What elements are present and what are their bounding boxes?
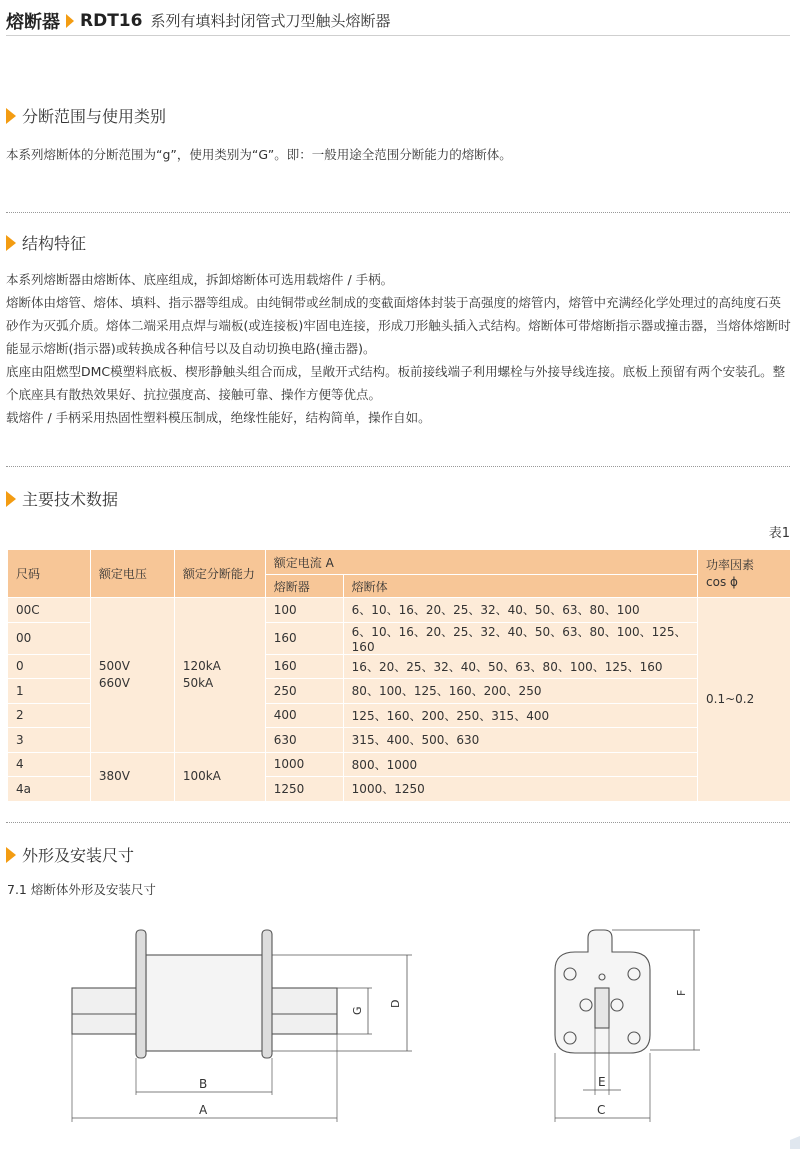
fuse-base-front-view xyxy=(555,930,700,1122)
section-title-dimensions: 外形及安装尺寸 xyxy=(6,843,134,866)
section-text-breaking-range: 本系列熔断体的分断范围为“g”，使用类别为“G”。即：一般用途全范围分断能力的熔断体。 xyxy=(6,147,512,162)
col-header-fuse-base: 熔断器 xyxy=(265,575,343,598)
dim-label-A: A xyxy=(199,1103,208,1117)
fuse-dimension-drawing xyxy=(0,900,800,1149)
table-row: 00 160 6、10、16、20、25、32、40、50、63、80、100、125、160 xyxy=(8,622,791,654)
col-header-power-factor: 功率因素 cos ϕ xyxy=(698,550,791,598)
dim-label-E: E xyxy=(598,1075,606,1089)
dimensions-caption: 7.1 熔断体外形及安装尺寸 xyxy=(7,882,156,897)
power-factor-value: 0.1~0.2 xyxy=(698,598,791,802)
dim-label-C: C xyxy=(597,1103,606,1117)
section-arrow-icon xyxy=(6,108,16,124)
structure-line-1: 本系列熔断器由熔断体、底座组成，拆卸熔断体可选用载熔件 / 手柄。 xyxy=(6,272,394,287)
voltage-group-1: 500V 660V xyxy=(90,598,174,753)
section-arrow-icon xyxy=(6,235,16,251)
fuse-end-plate-left xyxy=(136,930,146,1058)
fuse-body xyxy=(146,955,266,1051)
spec-table xyxy=(7,549,791,802)
dim-label-D: D xyxy=(389,999,402,1008)
structure-line-3: 底座由阻燃型DMC模塑料底板、楔形静触头组合而成，呈敞开式结构。板前接线端子利用螺栓与外接导线连接。底板上预留有两个安装孔。整个底座具有散热效果好、抗拉强度高、接触可靠、操作方便等优点。 xyxy=(6,364,786,402)
page-subtitle: 系列有填料封闭管式刀型触头熔断器 xyxy=(150,12,391,30)
col-header-size: 尺码 xyxy=(8,550,91,598)
table-row: 3 630 315、400、500、630 xyxy=(8,728,791,753)
model-name: RDT16 xyxy=(80,10,143,31)
divider xyxy=(6,466,790,467)
table-row: 4a 1250 1000、1250 xyxy=(8,777,791,802)
header-arrow-icon xyxy=(66,14,74,28)
table-row: 1 250 80、100、125、160、200、250 xyxy=(8,679,791,704)
section-title-tech-data: 主要技术数据 xyxy=(6,487,118,510)
breaking-group-1: 120kA 50kA xyxy=(174,598,265,753)
corner-decoration xyxy=(790,1136,800,1149)
section-title-structure: 结构特征 xyxy=(6,231,86,254)
section-title-breaking-range: 分断范围与使用类别 xyxy=(6,104,166,127)
col-header-breaking: 额定分断能力 xyxy=(174,550,265,598)
section-text-structure xyxy=(6,268,792,429)
brand-title: 熔断器 xyxy=(6,11,60,33)
dim-label-G: G xyxy=(351,1006,364,1015)
col-header-fuse-link: 熔断体 xyxy=(343,575,697,598)
structure-line-2: 熔断体由熔管、熔体、填料、指示器等组成。由纯铜带或丝制成的变截面熔体封装于高强度的熔管内，熔管中充满经化学处理过的高纯度石英砂作为灭弧介质。熔体二端采用点焊与端板(或连接板)牢固电连接，形成刀形触头插入式结构。熔断体可带熔断指示器或撞击器，当熔体熔断时能显示熔断(指示器)或转换成各种信号以及自动切换电路(撞击器)。 xyxy=(6,295,791,356)
table-label: 表1 xyxy=(768,526,790,541)
col-header-voltage: 额定电压 xyxy=(90,550,174,598)
section-arrow-icon xyxy=(6,491,16,507)
structure-line-4: 载熔件 / 手柄采用热固性塑料模压制成，绝缘性能好，结构简单，操作自如。 xyxy=(6,410,431,425)
table-row: 2 400 125、160、200、250、315、400 xyxy=(8,703,791,728)
dim-label-B: B xyxy=(199,1077,208,1091)
page-header xyxy=(6,6,790,36)
divider xyxy=(6,822,790,823)
fuse-end-plate-right xyxy=(262,930,272,1058)
divider xyxy=(6,212,790,213)
fuse-side-view xyxy=(72,930,412,1122)
voltage-group-2: 380V xyxy=(90,752,174,801)
dim-label-F: F xyxy=(675,989,688,996)
table-row: 0 160 16、20、25、32、40、50、63、80、100、125、160 xyxy=(8,654,791,679)
section-arrow-icon xyxy=(6,847,16,863)
table-row: 4 380V 100kA 1000 800、1000 xyxy=(8,752,791,777)
col-header-current: 额定电流 A xyxy=(265,550,697,575)
table-row: 00C 500V 660V 120kA 50kA 100 6、10、16、20、25、32、40、50、63、80、100 0.1~0.2 xyxy=(8,598,791,623)
breaking-group-2: 100kA xyxy=(174,752,265,801)
